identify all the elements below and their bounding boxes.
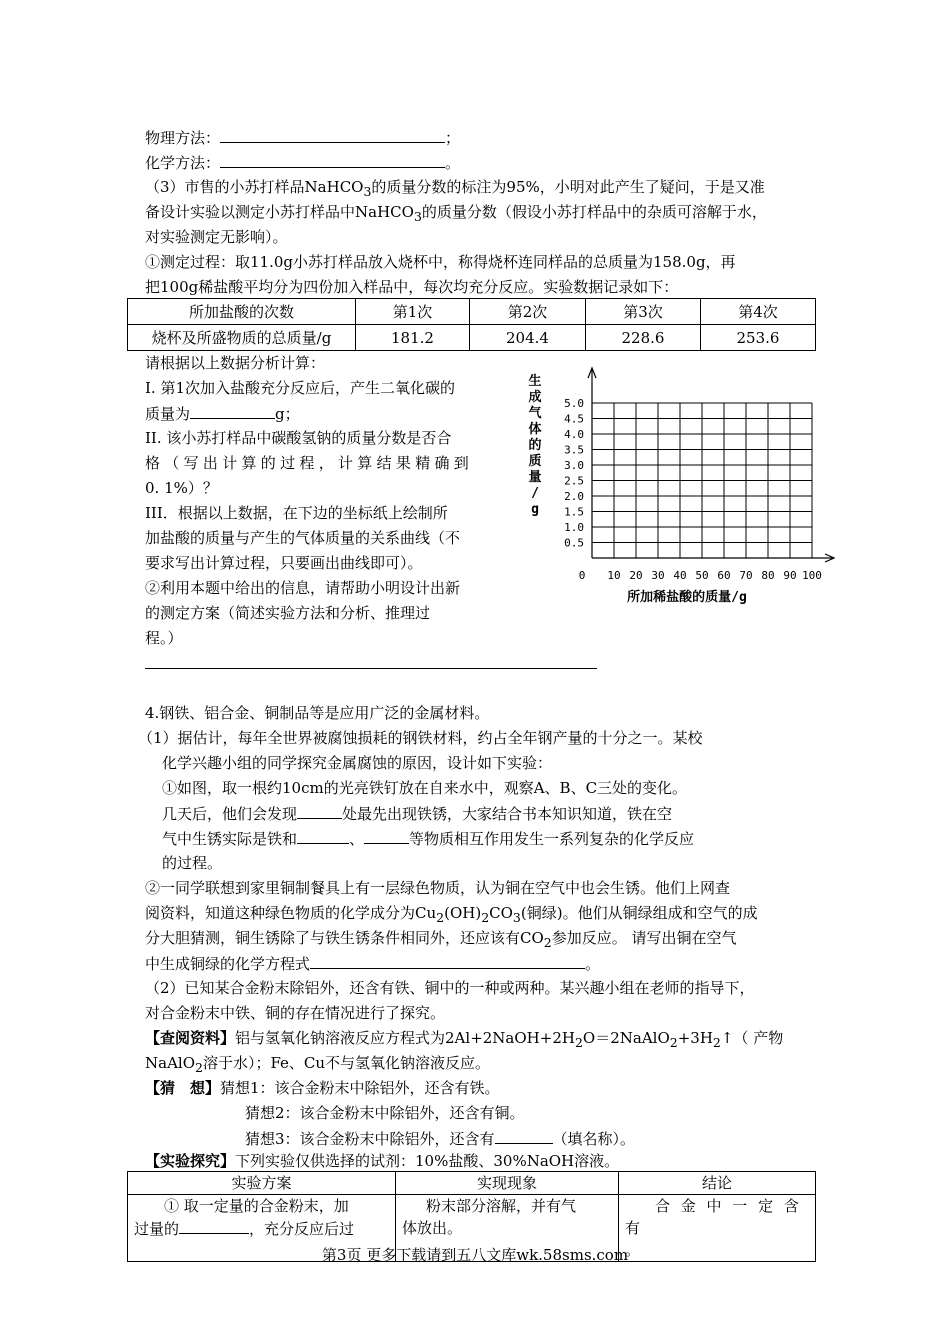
y-tick-label: 3.5 xyxy=(564,443,584,457)
x-tick-label: 50 xyxy=(695,569,709,582)
table-cell: 实验方案 xyxy=(128,1172,396,1195)
y-tick-label: 4.0 xyxy=(564,428,584,441)
y-tick-label: 1.5 xyxy=(564,505,584,519)
text: +3H xyxy=(677,1029,713,1047)
text: 的质量分数的标注为95%，小明对此产生了疑问，于是又准 xyxy=(371,178,765,196)
q4-line-10 xyxy=(145,927,737,954)
y-tick-label: 2.0 xyxy=(564,490,584,503)
text: CO xyxy=(489,904,513,922)
y-tick-label: 1.0 xyxy=(564,521,584,534)
table-header-row xyxy=(128,299,816,325)
text: 下列实验仅供选择的试剂：10%盐酸、30%NaOH溶液。 xyxy=(235,1152,620,1170)
y-axis-label-char: 成 xyxy=(528,390,542,405)
text-line xyxy=(134,1217,389,1240)
subscript: 2 xyxy=(574,1035,583,1050)
y-tick-label: 3.0 xyxy=(564,459,584,472)
y-tick-label: 2.5 xyxy=(564,474,584,488)
q3-line-1 xyxy=(145,176,765,203)
subscript: 2 xyxy=(481,910,490,925)
subscript: 2 xyxy=(543,935,552,950)
text: 分大胆猜测，铜生锈除了与铁生锈条件相同外，还应该有CO xyxy=(145,929,544,947)
table-cell: 第2次 xyxy=(470,299,586,325)
page-footer: 第3页 更多下载请到五八文库wk.58sms.com xyxy=(321,1246,629,1264)
text: ① 取一定量的合金粉末，加 xyxy=(164,1197,349,1215)
rust-reactant-blank-1[interactable] xyxy=(297,827,349,844)
section-label: 【实验探究】 xyxy=(145,1152,236,1170)
text: 等物质相互作用发生一系列复杂的化学反应 xyxy=(409,830,695,848)
section-label: 【查阅资料】 xyxy=(145,1029,236,1047)
chemical-method-line xyxy=(145,151,460,174)
table-cell: 所加盐酸的次数 xyxy=(128,299,356,325)
equation-blank[interactable] xyxy=(310,952,585,969)
step2-line-2: 的测定方案（简述实验方法和分析、推理过 xyxy=(145,604,431,622)
text: 铝与氢氧化钠溶液反应方程式为2Al+2NaOH+2H xyxy=(235,1029,575,1047)
physical-method-line xyxy=(145,126,460,149)
subscript: 2 xyxy=(195,1060,203,1075)
q4-line-7: 的过程。 xyxy=(162,854,223,872)
rust-location-blank[interactable] xyxy=(297,802,342,819)
text: 的质量分数（假设小苏打样品中的杂质可溶解于水， xyxy=(421,203,767,221)
co2-mass-blank[interactable] xyxy=(190,402,275,419)
text: NaAlO xyxy=(145,1054,195,1072)
table-cell: 第3次 xyxy=(586,299,701,325)
table-cell: 181.2 xyxy=(356,325,470,351)
step2-line-1: ②利用本题中给出的信息，请帮助小明设计出新 xyxy=(145,579,461,597)
x-tick-label: 90 xyxy=(783,569,797,582)
iii-line-3: 要求写出计算过程，只要画出曲线即可）。 xyxy=(145,554,423,572)
table-cell: 第1次 xyxy=(356,299,470,325)
subscript: 2 xyxy=(712,1035,721,1050)
step1-line-2: 把100g稀盐酸平均分为四份加入样品中，每次均充分反应。实验数据记录如下： xyxy=(145,278,679,296)
text: 处最先出现铁锈，大家结合书本知识知道，铁在空 xyxy=(342,805,673,823)
table-cell: 228.6 xyxy=(586,325,701,351)
punct: 。 xyxy=(445,154,461,172)
ii-line-2: 格（写出计算的过程，计算结果精确到 xyxy=(145,454,474,472)
q3-line-3: 对实验测定无影响）。 xyxy=(145,228,288,246)
table-cell: 253.6 xyxy=(701,325,816,351)
text: 合 金 中 一 定 含 有 xyxy=(625,1197,802,1237)
x-tick-label: 30 xyxy=(651,569,665,582)
y-axis-label-char: 体 xyxy=(528,422,542,437)
text: 体放出。 xyxy=(402,1219,463,1237)
q4-line-4: ①如图，取一根约10cm的光亮铁钉放在自来水中，观察A、B、C三处的变化。 xyxy=(162,779,688,797)
y-axis-label-char: 的 xyxy=(528,438,542,453)
step2-line-3: 程。） xyxy=(145,629,183,647)
rust-reactant-blank-2[interactable] xyxy=(364,827,409,844)
text: 。 xyxy=(625,1241,641,1259)
chemical-method-label: 化学方法： xyxy=(145,154,221,172)
y-axis-label xyxy=(528,373,542,517)
guess3-blank[interactable] xyxy=(495,1127,553,1144)
i-line-2 xyxy=(145,402,300,425)
text: 质量为 xyxy=(145,405,191,423)
analyze-line: 请根据以上数据分析计算： xyxy=(145,354,326,372)
table-cell: 204.4 xyxy=(470,325,586,351)
text: 粉末部分溶解，并有气 xyxy=(426,1197,577,1215)
subscript: 2 xyxy=(669,1035,678,1050)
physical-method-blank[interactable] xyxy=(220,126,445,143)
ii-line-3: 0. 1%）？ xyxy=(145,479,218,497)
y-axis-label-char: 气 xyxy=(528,406,542,421)
x-tick-label: 10 xyxy=(607,569,621,582)
text: 中生成铜绿的化学方程式 xyxy=(145,955,311,973)
table-row xyxy=(128,325,816,351)
y-tick-label: 4.5 xyxy=(564,412,584,426)
step1-line-1: ①测定过程：取11.0g小苏打样品放入烧杯中，称得烧杯连同样品的总质量为158.0g，再 xyxy=(145,253,736,271)
subscript: 2 xyxy=(436,910,445,925)
q4-line-19 xyxy=(145,1150,619,1172)
x-tick-label: 60 xyxy=(717,569,731,582)
y-tick-label: 5.0 xyxy=(564,397,584,410)
iii-line-1: III．根据以上数据，在下边的坐标纸上绘制所 xyxy=(145,504,448,522)
x-tick-label: 20 xyxy=(629,569,643,582)
q4-line-16 xyxy=(145,1077,500,1099)
table-cell: 第4次 xyxy=(701,299,816,325)
hcl-data-table xyxy=(127,298,816,351)
text: g； xyxy=(275,405,300,423)
x-axis-label: 所加稀盐酸的质量/g xyxy=(627,590,747,605)
y-axis-label-char: 生 xyxy=(528,374,542,389)
section-label: 【猜 想】 xyxy=(145,1079,221,1097)
q4-line-13: 对合金粉末中铁、铜的存在情况进行了探究。 xyxy=(145,1004,446,1022)
y-axis-label-char: 量 xyxy=(528,470,542,485)
chemical-method-blank[interactable] xyxy=(220,151,445,168)
iii-line-2: 加盐酸的质量与产生的气体质量的关系曲线（不 xyxy=(145,529,461,547)
x-tick-label: 70 xyxy=(739,569,753,582)
table-cell: 实现现象 xyxy=(396,1172,619,1195)
table-header-row xyxy=(128,1172,816,1195)
gas-mass-chart xyxy=(515,365,835,605)
text: 、 xyxy=(349,830,365,848)
text: 气中生锈实际是铁和 xyxy=(162,830,298,848)
text: 备设计实验以测定小苏打样品中NaHCO xyxy=(145,203,414,221)
answer-line[interactable] xyxy=(145,668,597,669)
text: O＝2NaAlO xyxy=(582,1029,670,1047)
q4-line-17: 猜想2：该合金粉末中除铝外，还含有铜。 xyxy=(245,1104,525,1122)
y-axis-label-char: g xyxy=(531,502,539,517)
x-tick-label: 80 xyxy=(761,569,775,582)
table-cell: 结论 xyxy=(619,1172,816,1195)
text: 溶于水）；Fe、Cu不与氢氧化钠溶液反应。 xyxy=(202,1054,491,1072)
q4-line-14 xyxy=(145,1027,783,1054)
text: ↑（ 产物 xyxy=(720,1029,784,1047)
y-axis-label-char: 质 xyxy=(528,454,542,469)
q4-line-15 xyxy=(145,1052,490,1079)
q4-line-2: （1）据估计，每年全世界被腐蚀损耗的钢铁材料，约占全年钢产量的十分之一。某校 xyxy=(138,729,703,747)
q3-line-2 xyxy=(145,201,767,228)
text: 参加反应。 请写出铜在空气 xyxy=(551,929,737,947)
text: 。 xyxy=(585,955,601,973)
y-tick-label: 0.5 xyxy=(564,536,584,550)
physical-method-label: 物理方法： xyxy=(145,129,221,147)
x-tick-label: 40 xyxy=(673,569,687,582)
text: 几天后，他们会发现 xyxy=(162,805,298,823)
text: （3）市售的小苏打样品NaHCO xyxy=(145,178,364,196)
text: （填名称）。 xyxy=(552,1130,636,1148)
text: 过量的 xyxy=(134,1220,180,1238)
q4-line-8: ②一同学联想到家里铜制餐具上有一层绿色物质，认为铜在空气中也会生锈。他们上网查 xyxy=(145,879,731,897)
text: (铜绿)。他们从铜绿组成和空气的成 xyxy=(520,904,758,922)
reagent-blank[interactable] xyxy=(179,1217,249,1234)
x-tick-label: 0 xyxy=(578,569,586,582)
subscript: 3 xyxy=(512,910,521,925)
q4-line-9 xyxy=(145,902,758,929)
text: ，充分反应后过 xyxy=(249,1220,355,1238)
i-line-1: I. 第1次加入盐酸充分反应后，产生二氧化碳的 xyxy=(145,379,456,397)
y-axis-label-char: / xyxy=(531,486,539,501)
subscript: 3 xyxy=(413,209,422,224)
q4-line-11 xyxy=(145,952,600,975)
text: 猜想3：该合金粉末中除铝外，还含有 xyxy=(245,1130,495,1148)
q4-line-1: 4.钢铁、铝合金、铜制品等是应用广泛的金属材料。 xyxy=(145,704,490,722)
text: 猜想1：该合金粉末中除铝外，还含有铁。 xyxy=(220,1079,500,1097)
q4-line-5 xyxy=(162,802,672,825)
ii-line-1: II. 该小苏打样品中碳酸氢钠的质量分数是否合 xyxy=(145,429,452,447)
q4-line-12: （2）已知某合金粉末除铝外，还含有铁、铜中的一种或两种。某兴趣小组在老师的指导下， xyxy=(145,979,755,997)
q4-line-6 xyxy=(162,827,694,850)
q4-line-18 xyxy=(245,1127,635,1150)
table-cell: 烧杯及所盛物质的总质量/g xyxy=(128,325,356,351)
text: (OH) xyxy=(444,904,482,922)
q4-line-3: 化学兴趣小组的同学探究金属腐蚀的原因，设计如下实验： xyxy=(162,754,553,772)
punct: ； xyxy=(445,129,461,147)
text: 阅资料，知道这种绿色物质的化学成分为Cu xyxy=(145,904,437,922)
x-tick-label: 100 xyxy=(802,569,822,582)
subscript: 3 xyxy=(363,184,372,199)
